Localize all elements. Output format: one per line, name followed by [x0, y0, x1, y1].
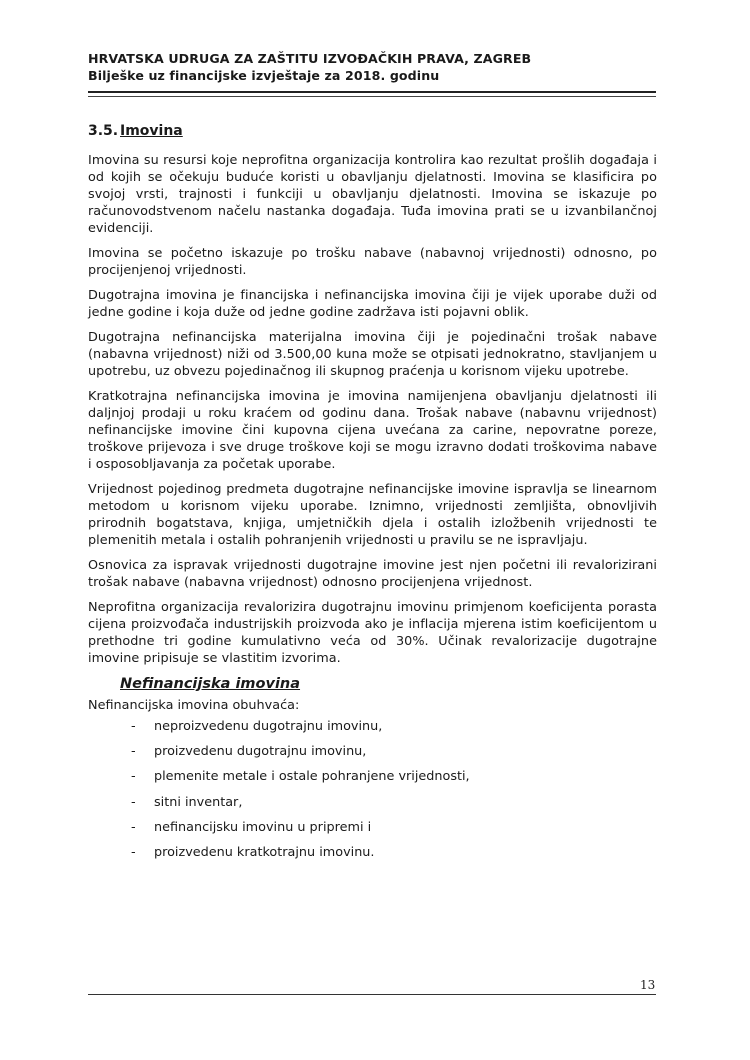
list-item-text: nefinancijsku imovinu u pripremi i [154, 819, 372, 835]
list-item [88, 819, 657, 836]
section-heading [88, 122, 657, 140]
bullet-dash: - [131, 794, 136, 810]
footer-rule [88, 994, 656, 995]
paragraph: Imovina se početno iskazuje po trošku nabave (nabavnoj vrijednosti) odnosno, po procijenjenoj vrijednosti. [88, 246, 657, 278]
page-header [88, 50, 658, 84]
section-number: 3.5. [88, 123, 119, 139]
list-item [88, 844, 657, 861]
bullet-dash: - [131, 769, 136, 785]
paragraph: Vrijednost pojedinog predmeta dugotrajne nefinancijske imovine ispravlja se linearnom metodom u korisnom vijeku uporabe. Iznimno, vrijednosti zemljišta, obnovljivih prirodnih bogatstava, knjiga, umjetničkih djela i ostalih izložbenih vrijednosti te plemenitih metala i ostalih pohranjenih vrijednosti u pravilu se ne ispravljaju. [88, 482, 657, 548]
list-item [88, 768, 657, 785]
page-content [88, 122, 657, 869]
paragraph: Dugotrajna imovina je financijska i nefinancijska imovina čiji je vijek uporabe duži od jedne godine i koja duže od jedne godine zadržava isti pojavni oblik. [88, 288, 657, 320]
paragraph: Osnovica za ispravak vrijednosti dugotrajne imovine jest njen početni ili revalorizirani trošak nabave (nabavna vrijednost) odnosno procijenjena vrijednost. [88, 558, 657, 590]
section-title: Imovina [120, 123, 183, 139]
list-item [88, 794, 657, 811]
header-rule-thick [88, 91, 656, 93]
paragraph: Imovina su resursi koje neprofitna organizacija kontrolira kao rezultat prošlih događaja i od kojih se očekuju buduće koristi u obavljanju djelatnosti. Imovina se klasificira po svojoj vrsti, trajnosti i funkciji u obavljanju djelatnosti. Imovina se iskazuje po računovodstvenom načelu nastanka događaja. Tuđa imovina prati se u izvanbilančnoj evidenciji. [88, 153, 657, 236]
bullet-dash: - [131, 719, 136, 734]
page-number: 13 [640, 978, 656, 992]
list-item-text: sitni inventar, [154, 794, 243, 810]
list-item [88, 743, 657, 760]
paragraph: Neprofitna organizacija revalorizira dugotrajnu imovinu primjenom koeficijenta porasta cijena proizvođača industrijskih proizvoda ako je inflacija mjerena istim koeficijentom u prethodne tri godine kumulativno veća od 30%. Učinak revalorizacije dugotrajne imovine pripisuje se vlastitim izvorima. [88, 600, 657, 666]
paragraph: Dugotrajna nefinancijska materijalna imovina čiji je pojedinačni trošak nabave (nabavna vrijednost) niži od 3.500,00 kuna može se otpisati jednokratno, stavljanjem u upotrebu, uz obvezu pojedinačnog ili skupnog praćenja u korisnom vijeku upotrebe. [88, 330, 657, 379]
list-item-text: neproizvedenu dugotrajnu imovinu, [154, 719, 383, 734]
list-item-text: proizvedenu kratkotrajnu imovinu. [154, 844, 375, 860]
bullet-dash: - [131, 819, 136, 835]
list-item [88, 718, 657, 735]
bullet-dash: - [131, 844, 136, 860]
subsection-intro: Nefinancijska imovina obuhvaća: [88, 698, 300, 713]
list-item-text: plemenite metale i ostale pohranjene vrijednosti, [154, 769, 470, 785]
list-item-text: proizvedenu dugotrajnu imovinu, [154, 744, 367, 760]
bullet-list [88, 718, 657, 861]
header-report-title: Bilješke uz financijske izvještaje za 2018. godinu [88, 68, 440, 83]
header-rule-thin [88, 96, 656, 97]
header-organization: HRVATSKA UDRUGA ZA ZAŠTITU IZVOĐAČKIH PRAVA, ZAGREB [88, 51, 532, 66]
paragraph: Kratkotrajna nefinancijska imovina je imovina namijenjena obavljanju djelatnosti ili daljnjoj prodaji u roku kraćem od godinu dana. Trošak nabave (nabavnu vrijednost) nefinancijske imovine čini kupovna cijena uvećana za carine, nepovratne poreze, troškove prijevoza i sve druge troškove koji se mogu izravno dodati troškovima nabave i osposobljavanja za početak uporabe. [88, 389, 657, 472]
subsection-title: Nefinancijska imovina [120, 676, 301, 692]
bullet-dash: - [131, 744, 136, 760]
